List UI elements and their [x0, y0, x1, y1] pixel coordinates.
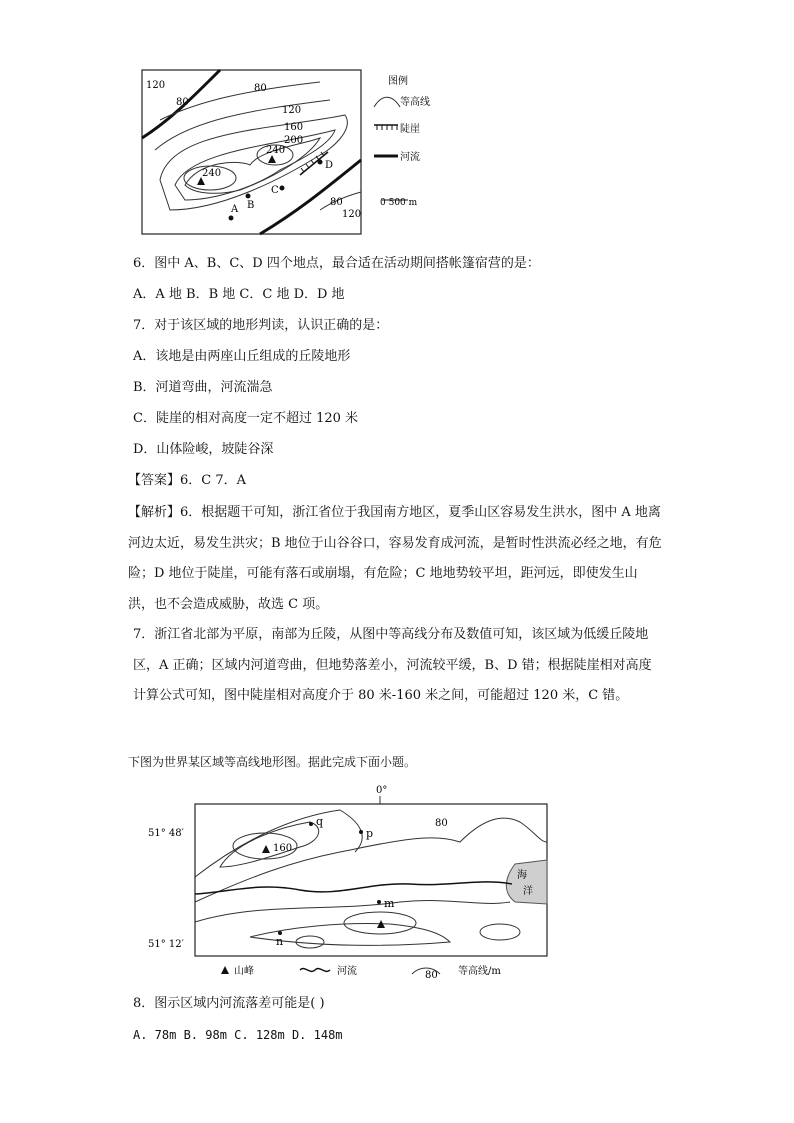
point-A: A: [231, 204, 239, 215]
legend-title: 图例: [388, 76, 408, 87]
legend-river: 河流: [400, 152, 420, 163]
q7-option-a: A．该地是由两座山丘组成的丘陵地形: [133, 349, 351, 364]
q8-stem: 8．图示区域内河流落差可能是( ): [133, 996, 325, 1011]
contour-label-80: 80: [435, 818, 448, 829]
legend-contour: 等高线: [400, 97, 430, 108]
river-line: [195, 882, 512, 894]
point-m: m: [384, 897, 395, 910]
q7-option-c: C．陡崖的相对高度一定不超过 120 米: [133, 411, 359, 426]
sea-label: 洋: [523, 886, 533, 897]
point-n: n: [276, 935, 284, 948]
point-B: B: [247, 200, 255, 211]
lat-bottom-label: 51° 12′: [148, 939, 184, 950]
q6-options: A．A 地 B．B 地 C．C 地 D．D 地: [133, 287, 345, 302]
point-p: p: [366, 827, 374, 840]
legend-contour-value: 80: [425, 970, 438, 981]
contour-label: 160: [284, 122, 304, 133]
q6-stem: 6．图中 A、B、C、D 四个地点，最合适在活动期间搭帐篷宿营的是：: [133, 256, 540, 271]
contour-label: 200: [284, 135, 304, 146]
sea-label: 海: [517, 870, 527, 881]
legend-peak-icon: [221, 966, 229, 974]
legend-river: 河流: [337, 966, 357, 977]
meridian-label: 0°: [376, 785, 388, 796]
analysis-6: 【解析】6．根据题干可知，浙江省位于我国南方地区，夏季山区容易发生洪水，图中 A 地离河边太近，易发生洪灾；B 地位于山谷谷口，容易发育成河流，是暂时性洪流必经之地，有危险；D 地位于陡崖，可能有落石或崩塌，有危险；C 地地势较平坦，距河远，即使发生山洪，也不会造成威胁，故选 C 项。: [128, 505, 662, 612]
contour-label: 80: [330, 197, 343, 208]
analysis-7: 7．浙江省北部为平原，南部为丘陵，从图中等高线分布及数值可知，该区域为低缓丘陵地区，A 正确；区域内河道弯曲，但地势落差小，河流较平缓，B、D 错；根据陡崖相对高度计算公式可知，图中陡崖相对高度介于 80 米-160 米之间，可能超过 120 米，C 错。: [133, 627, 652, 703]
q7-option-d: D．山体险峻，坡陡谷深: [133, 442, 274, 457]
contour-label: 80: [254, 83, 267, 94]
legend-cliff: 陡崖: [400, 124, 420, 135]
contour-label: 120: [282, 105, 302, 116]
q8-options: A. 78m B. 98m C. 128m D. 148m: [133, 1028, 343, 1042]
scale-bar: 0 500 m: [380, 198, 418, 208]
answer-line: 【答案】6．C 7．A: [128, 473, 247, 488]
sea-area: [506, 860, 547, 904]
intro-figure2: 下图为世界某区域等高线地形图。据此完成下面小题。: [128, 755, 417, 769]
point-C: C: [271, 185, 279, 196]
lat-top-label: 51° 48′: [148, 828, 184, 839]
q7-option-b: B．河道弯曲，河流湍急: [133, 380, 273, 395]
peak-icon: [262, 845, 270, 853]
peak-elevation: 160: [273, 843, 293, 854]
point-D: D: [325, 160, 334, 171]
point-q: q: [316, 815, 324, 828]
legend-peak: 山峰: [234, 966, 254, 977]
contour-label: 120: [342, 209, 362, 220]
contour-map-2: [140, 782, 560, 982]
legend-contour: 等高线/m: [458, 966, 501, 977]
q7-stem: 7．对于该区域的地形判读，认识正确的是：: [133, 318, 389, 333]
contour-label: 80: [176, 97, 189, 108]
peak-icon: [268, 155, 276, 163]
contour-map-1: [130, 60, 440, 240]
contour-label: 240: [202, 168, 222, 179]
contour-label: 120: [146, 80, 166, 91]
contour-label: 240: [266, 145, 286, 156]
